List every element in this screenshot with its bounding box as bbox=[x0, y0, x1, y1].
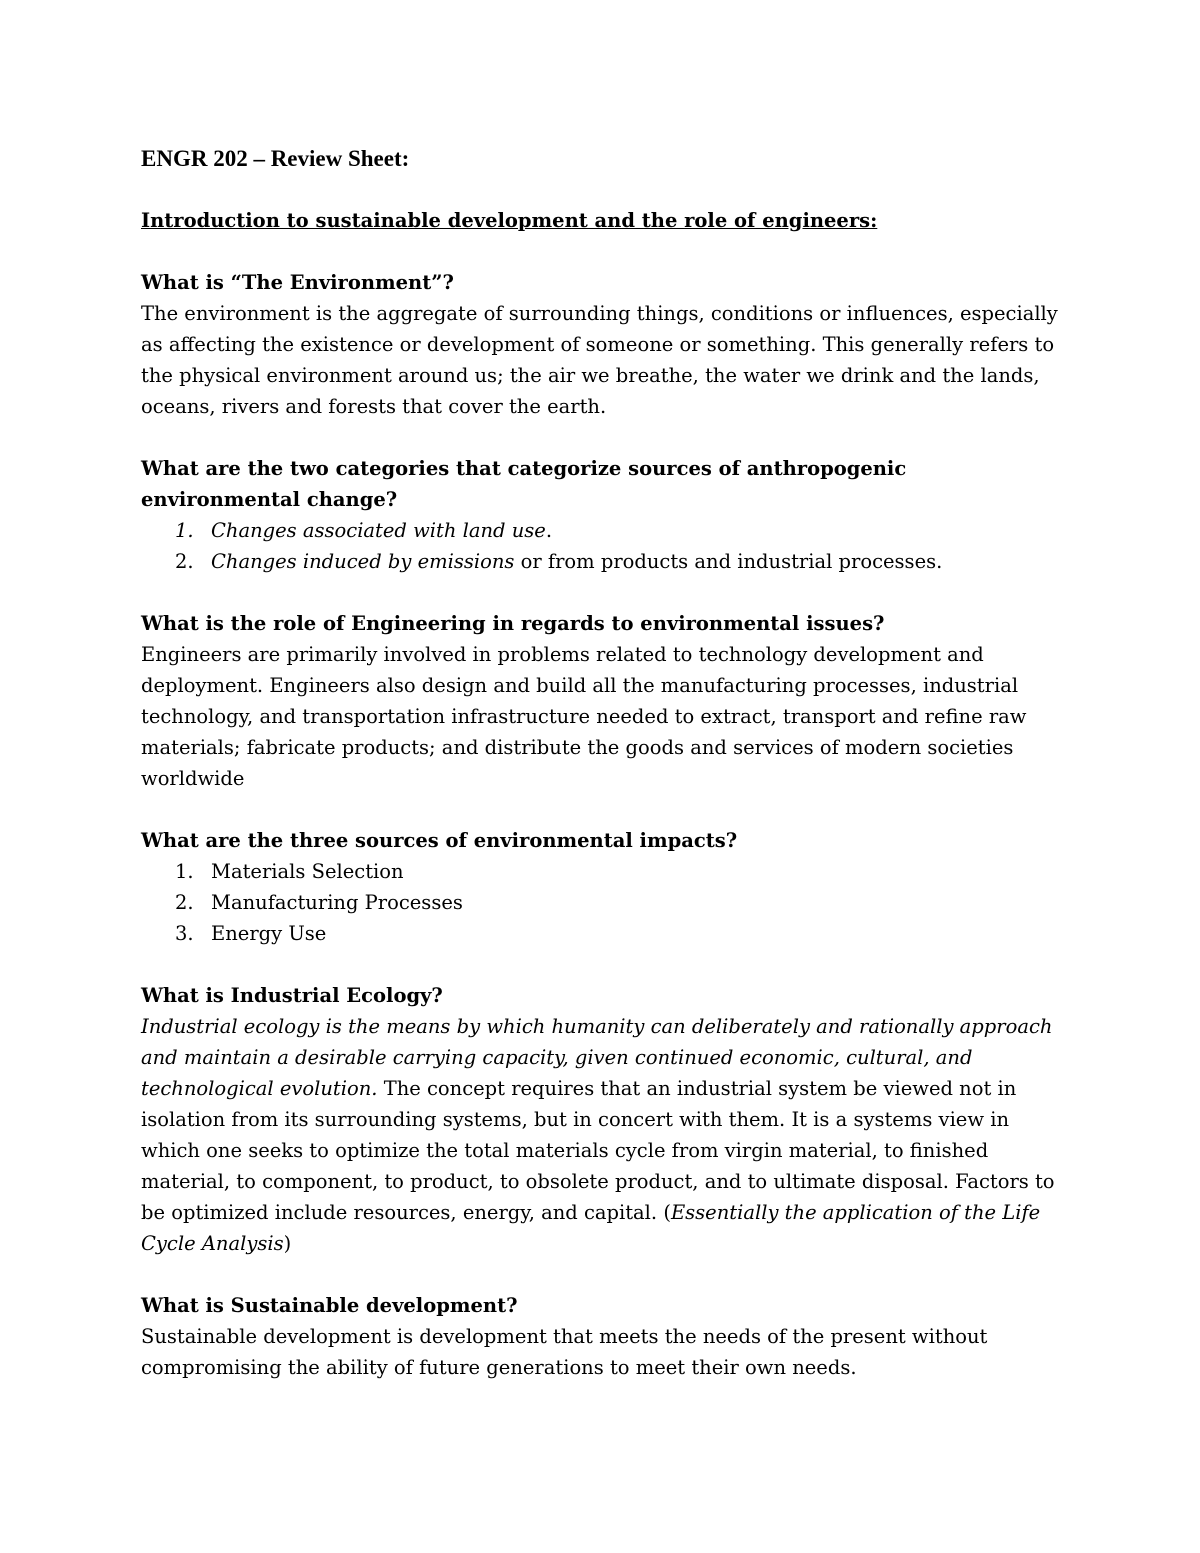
list-item bbox=[141, 856, 1071, 887]
question-environment: What is “The Environment”? bbox=[141, 271, 454, 294]
question-industrial-ecology: What is Industrial Ecology? bbox=[141, 984, 443, 1007]
list-item-italic: Changes induced by emissions bbox=[211, 550, 515, 573]
answer-engineering-role: Engineers are primarily involved in problems related to technology development and deployment. Engineers also design and build all the manufacturing processes, industrial technology, and transportation infrastructure needed to extract, transport and refine raw materials; fabricate products; and distribute the goods and services of modern societies worldwide bbox=[141, 643, 1027, 790]
list-number: 2. bbox=[175, 891, 194, 914]
list-item bbox=[141, 515, 1071, 546]
list-item-text: or from products and industrial processes. bbox=[514, 550, 943, 573]
document-page bbox=[141, 143, 1071, 1414]
qa-sustainable-development bbox=[141, 1290, 1071, 1383]
list-item bbox=[141, 546, 1071, 577]
qa-engineering-role bbox=[141, 608, 1071, 794]
list-number: 3. bbox=[175, 922, 194, 945]
list-item-italic: Changes associated with land use bbox=[211, 519, 546, 542]
list-item-text: Energy Use bbox=[211, 922, 327, 945]
list-item bbox=[141, 887, 1071, 918]
answer-body: The concept requires that an industrial system be viewed not in isolation from its surrounding systems, but in concert with them. It is a systems view in which one seeks to optimize the total materials cycle from virgin material, to finished material, to component, to product, to obsolete product, and to ultimate disposal. Factors to be optimized include resources, energy, and capital. ( bbox=[141, 1077, 1055, 1224]
list-number: 2. bbox=[175, 550, 194, 573]
question-impact-sources: What are the three sources of environmental impacts? bbox=[141, 829, 738, 852]
answer-industrial-ecology bbox=[141, 1011, 1071, 1259]
list-item bbox=[141, 918, 1071, 949]
qa-impact-sources bbox=[141, 825, 1071, 949]
list-item-text: . bbox=[545, 519, 553, 542]
answer-note-italic: Essentially the application of the Life Cycle Analysis bbox=[141, 1201, 1041, 1255]
list-number: 1. bbox=[175, 860, 194, 883]
list-item-text: Materials Selection bbox=[211, 860, 404, 883]
list-item-text: Manufacturing Processes bbox=[211, 891, 463, 914]
question-engineering-role: What is the role of Engineering in regards to environmental issues? bbox=[141, 612, 885, 635]
document-title: ENGR 202 – Review Sheet: bbox=[141, 146, 410, 171]
impact-sources-list bbox=[141, 856, 1071, 949]
list-number: 1. bbox=[175, 519, 194, 542]
answer-sustainable-development: Sustainable development is development that meets the needs of the present without compromising the ability of future generations to meet their own needs. bbox=[141, 1325, 988, 1379]
answer-environment: The environment is the aggregate of surrounding things, conditions or influences, especially as affecting the existence or development of someone or something. This generally refers to the physical environment around us; the air we breathe, the water we drink and the lands, oceans, rivers and forests that cover the earth. bbox=[141, 302, 1058, 418]
qa-categories bbox=[141, 453, 1071, 577]
qa-environment bbox=[141, 267, 1071, 422]
answer-close: ) bbox=[283, 1232, 292, 1255]
answer-definition-italic: Industrial ecology is the means by which humanity can deliberately and rationally approach and maintain a desirable carrying capacity, given continued economic, cultural, and technological evolution. bbox=[141, 1015, 1053, 1100]
qa-industrial-ecology bbox=[141, 980, 1071, 1259]
question-sustainable-development: What is Sustainable development? bbox=[141, 1294, 518, 1317]
categories-list bbox=[141, 515, 1071, 577]
section-heading: Introduction to sustainable development and the role of engineers: bbox=[141, 209, 878, 232]
question-categories: What are the two categories that categorize sources of anthropogenic environmental change? bbox=[141, 457, 907, 511]
